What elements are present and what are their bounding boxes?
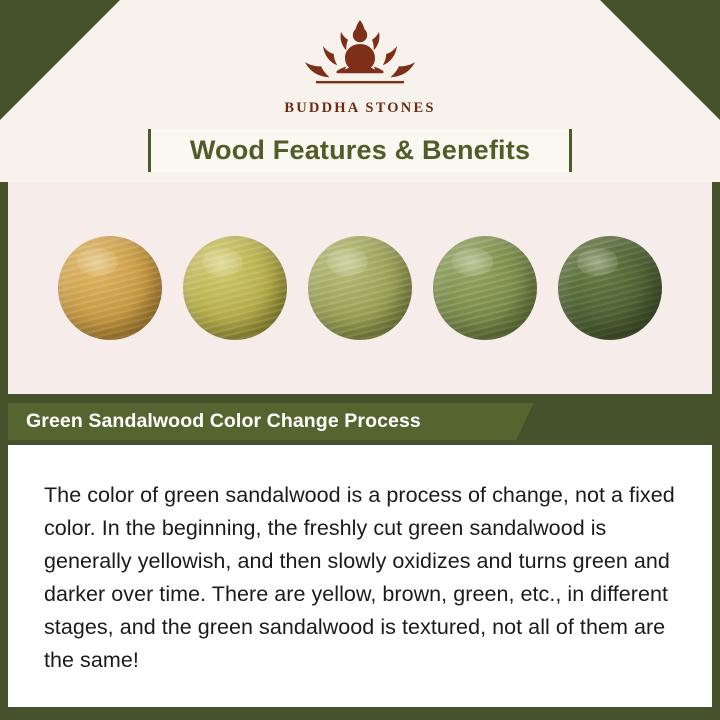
section-label: Green Sandalwood Color Change Process (26, 410, 421, 432)
bead-stage-5-dark-green (558, 236, 662, 340)
header-band (0, 0, 720, 182)
bead-stage-2-yellow-green (183, 236, 287, 340)
bead-stage-3-olive (308, 236, 412, 340)
bead-stage-1-yellow (58, 236, 162, 340)
brand-logo (0, 18, 720, 117)
section-ribbon (8, 403, 516, 440)
buddha-lotus-logo-icon (275, 18, 445, 96)
page-title-bar (148, 129, 572, 172)
brand-name: BUDDHA STONES (284, 100, 436, 116)
bead-stage-4-green (433, 236, 537, 340)
description-card (8, 445, 712, 707)
description-text: The color of green sandalwood is a process of change, not a fixed color. In the beginning, the freshly cut green sandalwood is generally yellowish, and then slowly oxidizes and turns green and darker over time. There are yellow, brown, green, etc., in different stages, and the green sandalwood is textured, not all of them are the same! (44, 483, 675, 672)
page-title: Wood Features & Benefits (189, 135, 531, 165)
color-swatch-panel (8, 182, 712, 394)
